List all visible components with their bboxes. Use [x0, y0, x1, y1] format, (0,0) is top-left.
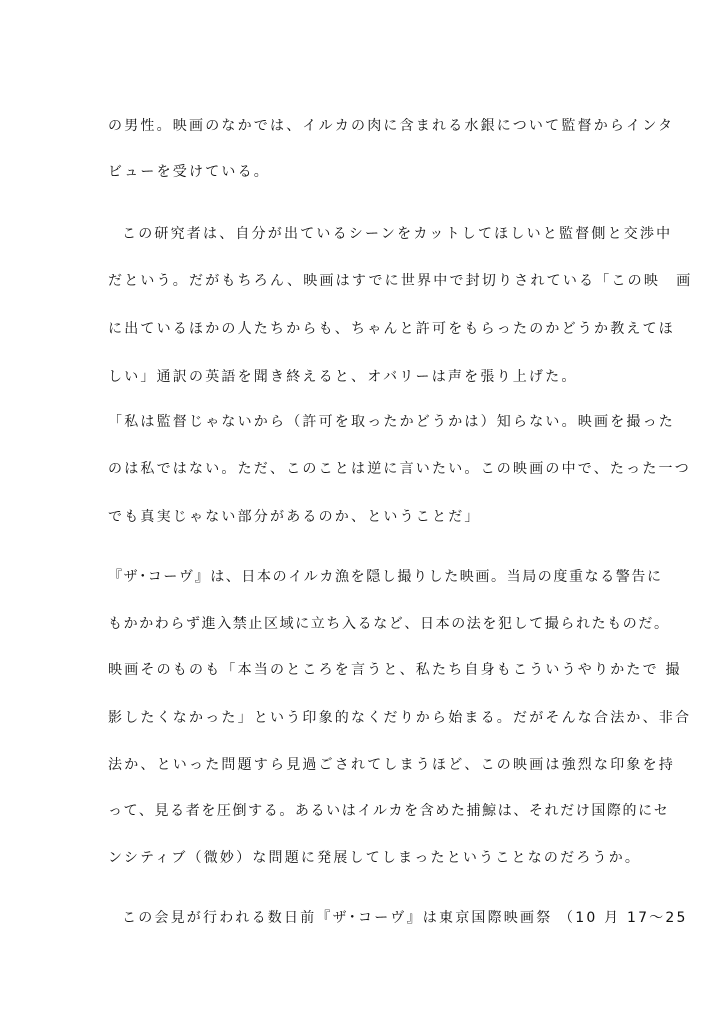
text-line-8: のは私ではない。ただ、このことは逆に言いたい。この映画の中で、たった一つ — [108, 461, 691, 477]
text-line-17: この会見が行われる数日前『ザ･コーヴ』は東京国際映画祭 （10 月 17～25 — [122, 910, 688, 926]
text-line-14: 法か、といった問題すら見過ごされてしまうほど、この映画は強烈な印象を持 — [108, 757, 675, 773]
text-line-11: もかかわらず進入禁止区域に立ち入るなど、日本の法を犯して撮られたものだ。 — [108, 616, 670, 632]
text-line-1: の男性。映画のなかでは、イルカの肉に含まれる水銀について監督からインタ — [108, 118, 675, 134]
text-line-15: って、見る者を圧倒する。あるいはイルカを含めた捕鯨は、それだけ国際的にセ — [108, 803, 670, 819]
text-line-5: に出ているほかの人たちからも、ちゃんと許可をもらったのかどうか教えてほ — [108, 321, 675, 337]
text-line-13: 影したくなかった」という印象的なくだりから始まる。だがそんな合法か、非合 — [108, 710, 692, 726]
text-line-16: ンシティブ（微妙）な問題に発展してしまったということなのだろうか。 — [108, 850, 642, 866]
text-line-7: 「私は監督じゃないから（許可を取ったかどうかは）知らない。映画を撮った — [108, 414, 675, 430]
text-line-2: ビューを受けている。 — [108, 164, 270, 180]
text-line-4: だという。だがもちろん、映画はすでに世界中で封切りされている「この映 画 — [108, 273, 693, 289]
text-line-12: 映画そのものも「本当のところを言うと、私たち自身もこういうやりかたで 撮 — [108, 662, 682, 678]
text-line-9: でも真実じゃない部分があるのか、ということだ」 — [108, 509, 481, 525]
text-line-10: 『ザ･コーヴ』は、日本のイルカ漁を隠し撮りした映画。当局の度重なる警告に — [108, 569, 663, 585]
text-line-3: この研究者は、自分が出ているシーンをカットしてほしいと監督側と交渉中 — [122, 226, 673, 242]
text-line-6: しい」通訳の英語を聞き終えると、オバリーは声を張り上げた。 — [108, 369, 578, 385]
